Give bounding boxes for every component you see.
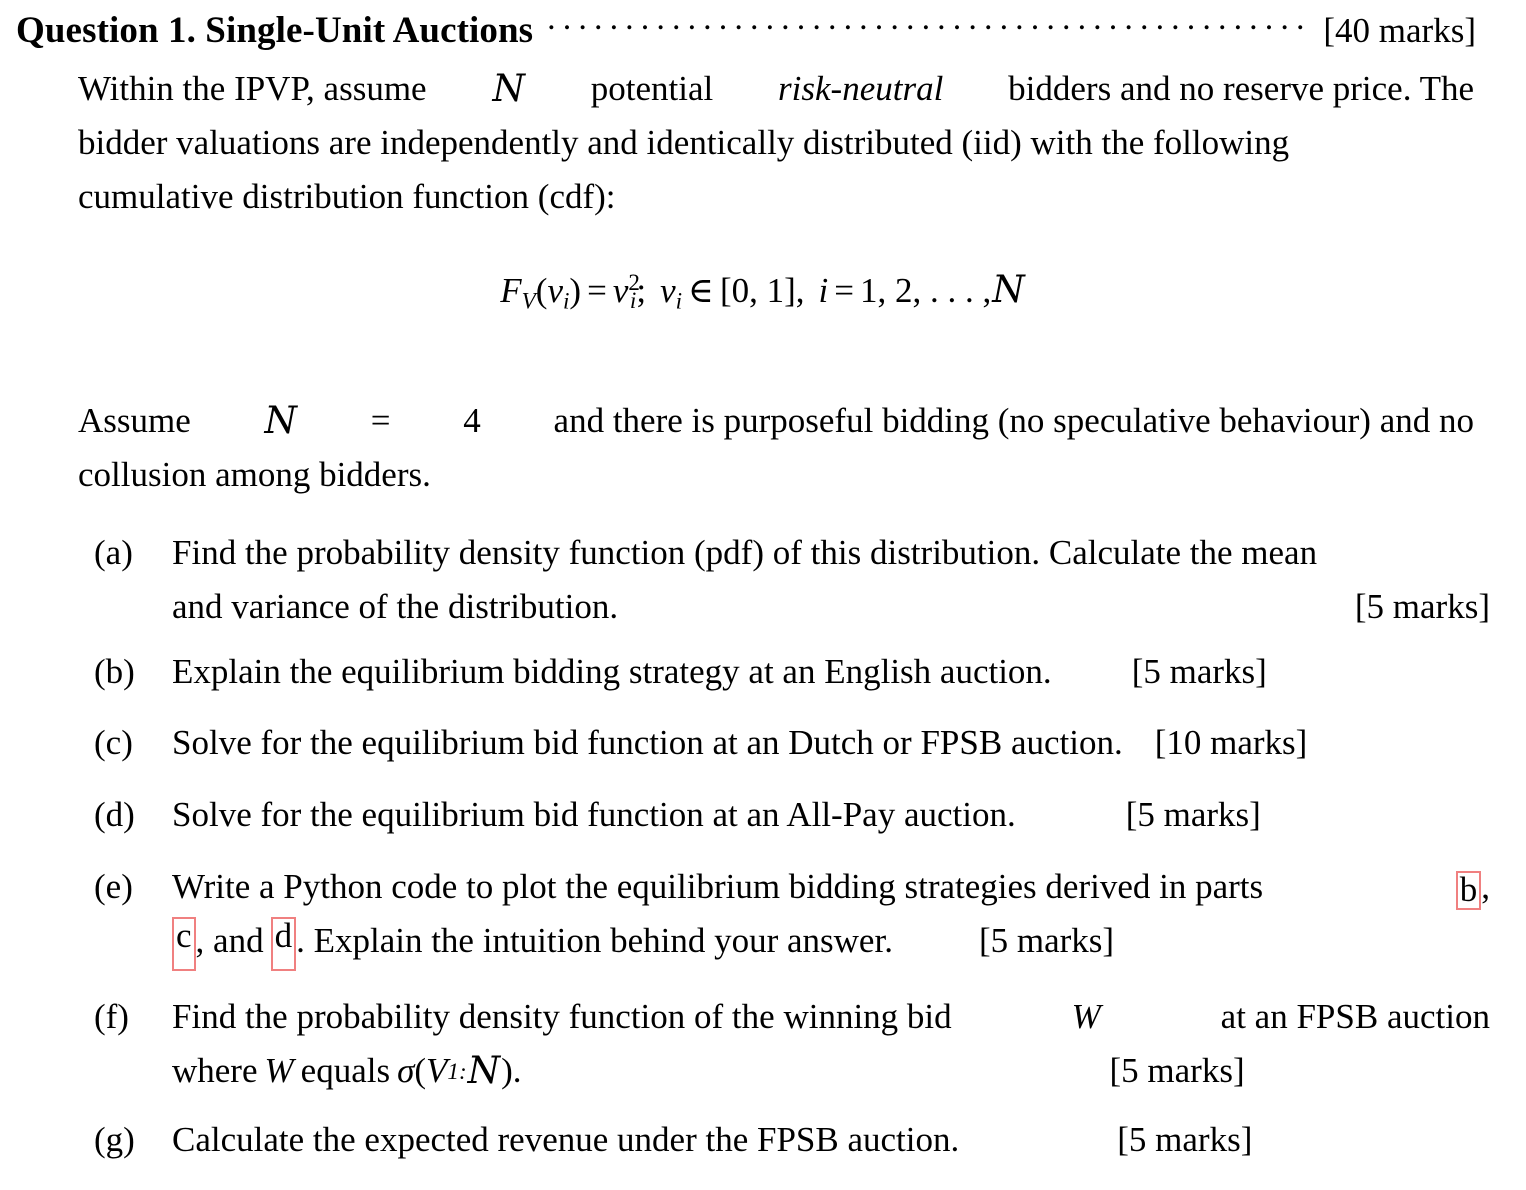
f-space-1: [258, 1044, 265, 1098]
equation-interval: [0, 1],: [719, 271, 805, 310]
reference-link-d[interactable]: d: [271, 917, 297, 971]
assume-line1-value: 4: [463, 401, 481, 440]
equation-v2-subscript: i: [629, 287, 637, 314]
equation-index-i: i: [818, 271, 829, 310]
assume-line1-symbol-N: N: [264, 399, 297, 442]
list-item-g: [94, 1113, 1494, 1167]
f-space-3: [390, 1044, 397, 1098]
list-item-e-line-2: [172, 914, 1490, 968]
question-title-line: [16, 8, 1476, 49]
list-item-a-marks: [5 marks]: [1354, 587, 1490, 626]
list-item-f-V-subscript: 1:: [447, 1058, 467, 1084]
list-item-d-line-1: [172, 788, 1490, 842]
reference-link-b[interactable]: b: [1456, 871, 1482, 910]
list-item-e-marks: [5 marks]: [978, 921, 1115, 960]
list-item-c-line-1: [172, 716, 1490, 770]
list-item-c-content: [172, 716, 1490, 770]
list-item-c-line1-text: Solve for the equilibrium bid function at an Dutch or FPSB auction.: [172, 723, 1123, 762]
assume-line1-part-a: Assume: [78, 401, 191, 440]
list-item-c-marks: [10 marks]: [1154, 723, 1308, 762]
list-item-a-line-1: [172, 526, 1490, 580]
list-item-f-line-1: [172, 990, 1490, 1044]
list-item-g-line1-text: Calculate the expected revenue under the FPSB auction.: [172, 1120, 960, 1159]
list-item-f-line1-text-b: at an FPSB auction: [1220, 997, 1490, 1036]
list-item-d-marks: [5 marks]: [1125, 795, 1261, 834]
equation-in-symbol: ∈: [688, 271, 714, 310]
equation-close-paren: ): [569, 271, 582, 310]
list-item-f-line-2: [172, 1044, 1490, 1098]
list-item-e-line-1: [172, 860, 1490, 914]
list-item-g-content: [172, 1113, 1490, 1167]
cdf-equation: [0, 268, 1526, 314]
list-item-g-marker: (g): [94, 1120, 135, 1159]
list-item-d-marker: (d): [94, 795, 135, 834]
equation-v1: v: [547, 271, 563, 310]
assume-line-2: collusion among bidders.: [78, 455, 431, 494]
list-item-f-close-paren: ).: [501, 1051, 522, 1090]
list-item-f-V-subscript-N: N: [467, 1049, 501, 1092]
list-item-b-line-1: [172, 645, 1490, 699]
intro-line-2: bidder valuations are independently and identically distributed (iid) with the following: [78, 123, 1290, 162]
intro-line1-symbol-N: N: [492, 67, 525, 110]
list-item-d: [94, 788, 1494, 842]
list-item-b-line1-text: Explain the equilibrium bidding strategy at an English auction.: [172, 652, 1052, 691]
equation-v2: v: [612, 271, 629, 310]
assume-paragraph: [78, 394, 1474, 502]
assume-line-1: [78, 394, 1474, 448]
list-item-f-content: [172, 990, 1490, 1098]
dot-leader: [547, 8, 1313, 42]
intro-line1-part-a: Within the IPVP, assume: [78, 69, 427, 108]
title-marks-label: [40 marks]: [1323, 11, 1476, 50]
list-item-a-line2-text: and variance of the distribution.: [172, 587, 619, 626]
equation-v3: v: [660, 271, 676, 310]
list-item-d-content: [172, 788, 1490, 842]
list-item-a-content: [172, 526, 1490, 634]
intro-line1-italic-risk-neutral: risk-neutral: [778, 69, 944, 108]
list-item-c: [94, 716, 1494, 770]
f-space-2: [294, 1044, 301, 1098]
list-item-d-line1-text: Solve for the equilibrium bid function at an All-Pay auction.: [172, 795, 1016, 834]
list-item-f-symbol-V: V: [426, 1051, 448, 1090]
list-item-f-line2-equals-word: equals: [300, 1051, 391, 1090]
list-item-a-marker: (a): [94, 533, 133, 572]
list-item-f: [94, 990, 1494, 1098]
intro-paragraph: [78, 62, 1474, 224]
equation-symbol-N: N: [992, 268, 1025, 311]
list-item-e-space: [264, 914, 271, 968]
equation-v3-subscript: i: [675, 287, 683, 314]
list-item-f-line1-text-a: Find the probability density function of the winning bid: [172, 997, 952, 1036]
assume-line1-equals: =: [370, 401, 391, 440]
list-item-e-link-b-wrap: [1456, 860, 1490, 914]
list-item-f-sigma: σ: [397, 1051, 415, 1090]
list-item-b-marker: (b): [94, 652, 135, 691]
assume-line1-part-b: and there is purposeful bidding (no speculative behaviour) and no: [553, 401, 1474, 440]
list-item-c-marker: (c): [94, 723, 133, 762]
list-item-e-line1-text: Write a Python code to plot the equilibrium bidding strategies derived in parts: [172, 867, 1264, 906]
list-item-a-line-2: [172, 580, 1490, 634]
list-item-f-open-paren: (: [414, 1051, 427, 1090]
list-item-b-content: [172, 645, 1490, 699]
list-item-b: [94, 645, 1494, 699]
list-item-a-line1-text: Find the probability density function (pdf) of this distribution. Calculate the mean: [172, 533, 1318, 572]
list-item-f-marker: (f): [94, 997, 129, 1036]
list-item-f-line2-where: where: [172, 1051, 258, 1090]
reference-link-c-after: , and: [195, 921, 264, 960]
list-item-f-marks: [5 marks]: [1109, 1051, 1245, 1090]
list-item-g-marks: [5 marks]: [1117, 1120, 1253, 1159]
list-item-e-line2-tail: . Explain the intuition behind your answer.: [296, 921, 893, 960]
equation-F-subscript: V: [521, 287, 536, 314]
reference-link-c[interactable]: c: [172, 917, 196, 971]
list-item-b-marks: [5 marks]: [1131, 652, 1267, 691]
intro-line-3: cumulative distribution function (cdf):: [78, 177, 616, 216]
list-item-f-symbol-W: W: [1071, 997, 1101, 1036]
equation-v1-subscript: i: [562, 287, 570, 314]
equation-v2-superscript: 2: [628, 269, 640, 295]
reference-link-b-comma: ,: [1481, 867, 1490, 906]
intro-line-1: [78, 62, 1474, 116]
list-item-a: [94, 526, 1494, 634]
list-item-e-marker: (e): [94, 867, 133, 906]
equation-equals: =: [587, 271, 607, 310]
list-item-e: [94, 860, 1494, 968]
equation-index-list: 1, 2, . . . ,: [860, 271, 992, 310]
intro-line1-part-b: potential: [590, 69, 714, 108]
intro-line1-part-c: bidders and no reserve price. The: [1008, 69, 1474, 108]
equation-open-paren: (: [535, 271, 548, 310]
list-item-g-line-1: [172, 1113, 1490, 1167]
equation-index-equals: =: [834, 271, 854, 310]
list-item-e-content: [172, 860, 1490, 968]
equation-F: F: [500, 271, 522, 310]
equation-semicolon: ;: [636, 271, 647, 310]
page-title: Question 1. Single-Unit Auctions: [16, 10, 534, 51]
list-item-f-line2-symbol-W: W: [264, 1051, 294, 1090]
